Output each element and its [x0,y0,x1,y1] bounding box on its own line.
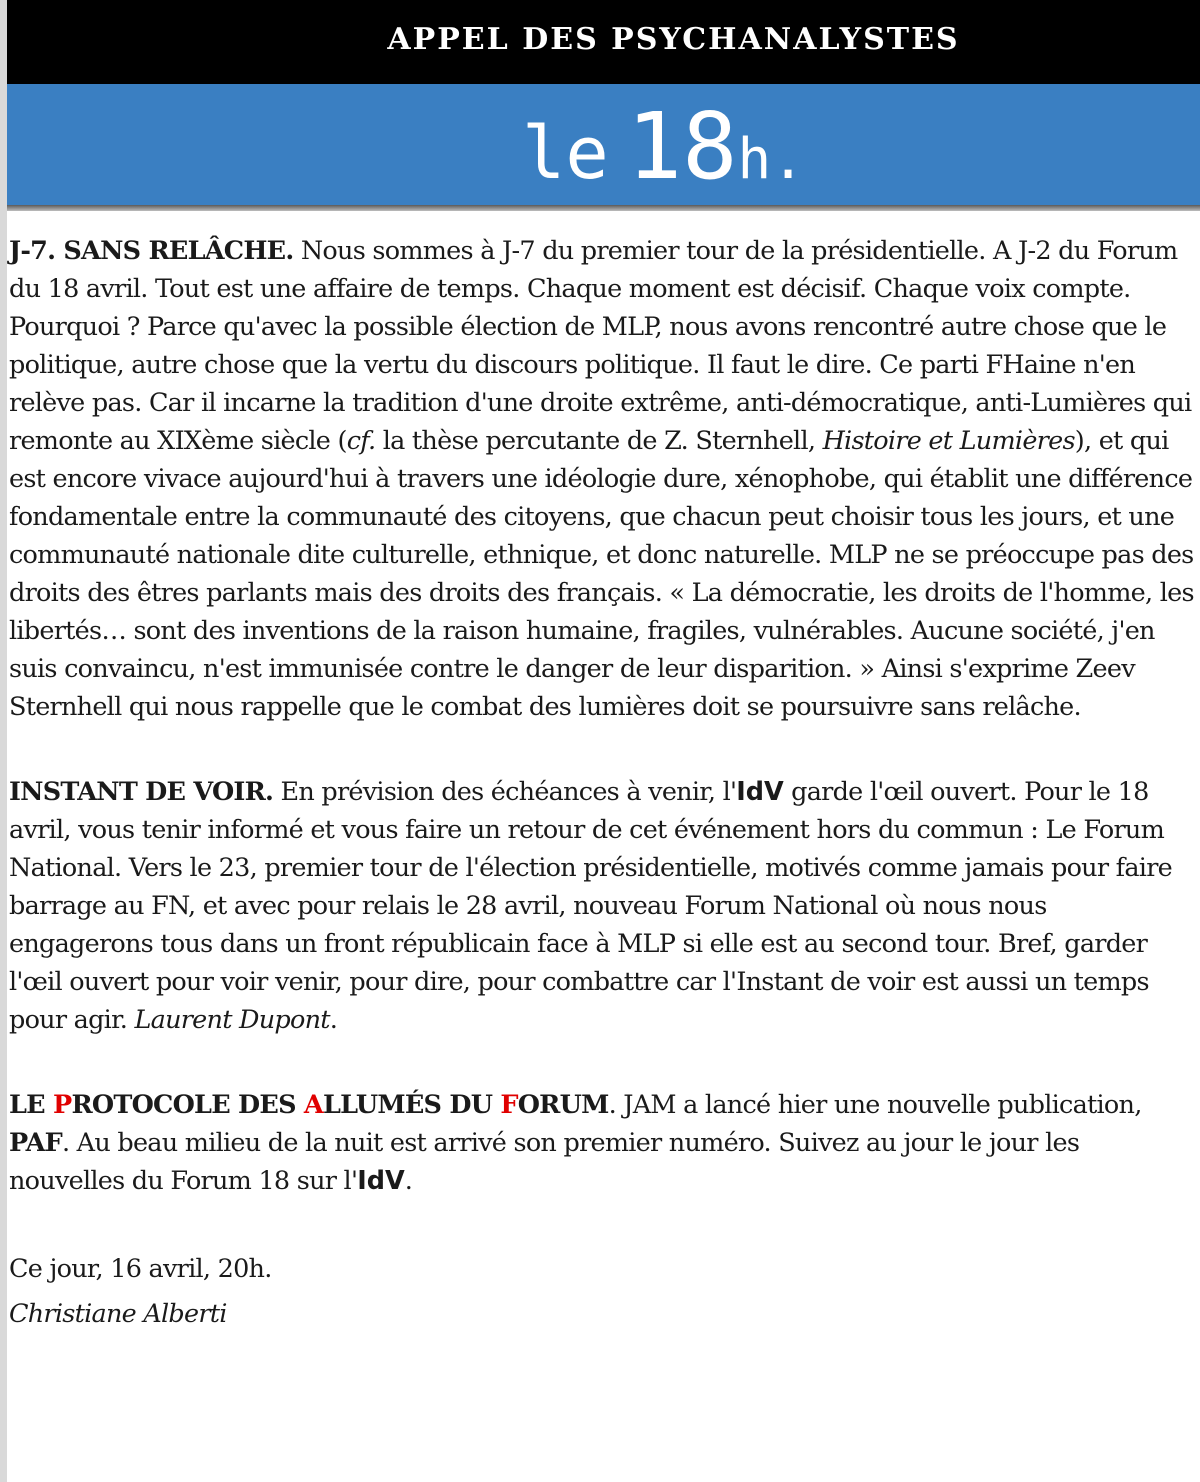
paragraph-text: ), et qui est encore vivace aujourd'hui à travers une idéologie dure, xénophobe, qui établit une différence fondamentale entre la communauté des citoyens, que chacun peut choisir tous les jours, et une communauté nationale dite culturelle, ethnique, et donc naturelle. MLP ne se préoccupe pas des droits des êtres parlants mais des droits des français. « La démocratie, les droits de l'homme, les libertés… sont des inventions de la raison humaine, fragiles, vulnérables. Aucune société, j'en suis convaincu, n'est immunisée contre le danger de leur disparition. » Ainsi s'exprime Zeev Sternhell qui nous rappelle que le combat des lumières doit se poursuivre sans relâche. [9,426,1194,722]
paragraph-text: garde l'œil ouvert. Pour le 18 avril, vous tenir informé et vous faire un retour de cet événement hors du commun : Le Forum National. Vers le 23, premier tour de l'élection présidentielle, motivés comme jamais pour faire barrage au FN, et avec pour relais le 28 avril, nouveau Forum National où nous nous engagerons tous dans un front républicain face à MLP si elle est au second tour. Bref, garder l'œil ouvert pour voir venir, pour dire, pour combattre car l'Instant de voir est aussi un temps pour agir. [9,777,1172,1035]
paragraph-text: . JAM a lancé hier une nouvelle publication, [608,1090,1142,1120]
section-heading [9,1090,609,1120]
page-left-border [0,0,7,1482]
heading-part: ROTOCOLE DES [71,1090,304,1120]
header-kicker: APPEL DES PSYCHANALYSTES [387,21,960,57]
cf-abbreviation: cf. [346,426,376,456]
paragraph-text: . [404,1166,413,1196]
masthead-band [7,84,1200,205]
book-title: Histoire et Lumières [822,426,1075,456]
masthead-suffix: h. [737,127,805,192]
heading-red-letter: A [303,1090,323,1120]
paf-name: PAF [9,1128,62,1158]
paragraph-text: la thèse percutante de Z. Sternhell, [375,426,823,456]
paragraph-sans-relache [9,232,1197,726]
signature-block [9,1247,1197,1337]
paragraph-protocole [9,1086,1197,1200]
dateline: Ce jour, 16 avril, 20h. [9,1254,272,1284]
paragraph-instant-de-voir [9,773,1197,1039]
masthead-logo[interactable] [522,93,805,200]
signature-author: Christiane Alberti [9,1299,227,1329]
header-divider [7,205,1200,211]
header-top-band [7,0,1200,84]
article-body [9,232,1197,1337]
author-name: Laurent Dupont [134,1005,330,1035]
paragraph-text: . Au beau milieu de la nuit est arrivé son premier numéro. Suivez au jour le jour les nouvelles du Forum 18 sur l' [9,1128,1080,1196]
masthead-number: 18 [626,93,738,200]
heading-part: LE [9,1090,53,1120]
paragraph-text: Nous sommes à J-7 du premier tour de la présidentielle. A J-2 du Forum du 18 avril. Tout est une affaire de temps. Chaque moment est décisif. Chaque voix compte. Pourquoi ? Parce qu'avec la possible élection de MLP, nous avons rencontré autre chose que le politique, autre chose que la vertu du discours politique. Il faut le dire. Ce parti FHaine n'en relève pas. Car il incarne la tradition d'une droite extrême, anti-démocratique, anti-Lumières qui remonte au XIXème siècle ( [9,236,1192,456]
heading-red-letter: F [500,1090,518,1120]
section-heading: INSTANT DE VOIR. [9,777,274,807]
idv-brand: IdV [357,1166,405,1196]
heading-part: LLUMÉS DU [322,1090,501,1120]
heading-red-letter: P [53,1090,72,1120]
paragraph-text: En prévision des échéances à venir, l' [273,777,737,807]
section-heading: J-7. SANS RELÂCHE. [9,236,294,266]
heading-part: ORUM [517,1090,609,1120]
masthead-le: le [522,111,609,195]
paragraph-text: . [329,1005,338,1035]
idv-brand: IdV [736,777,784,807]
